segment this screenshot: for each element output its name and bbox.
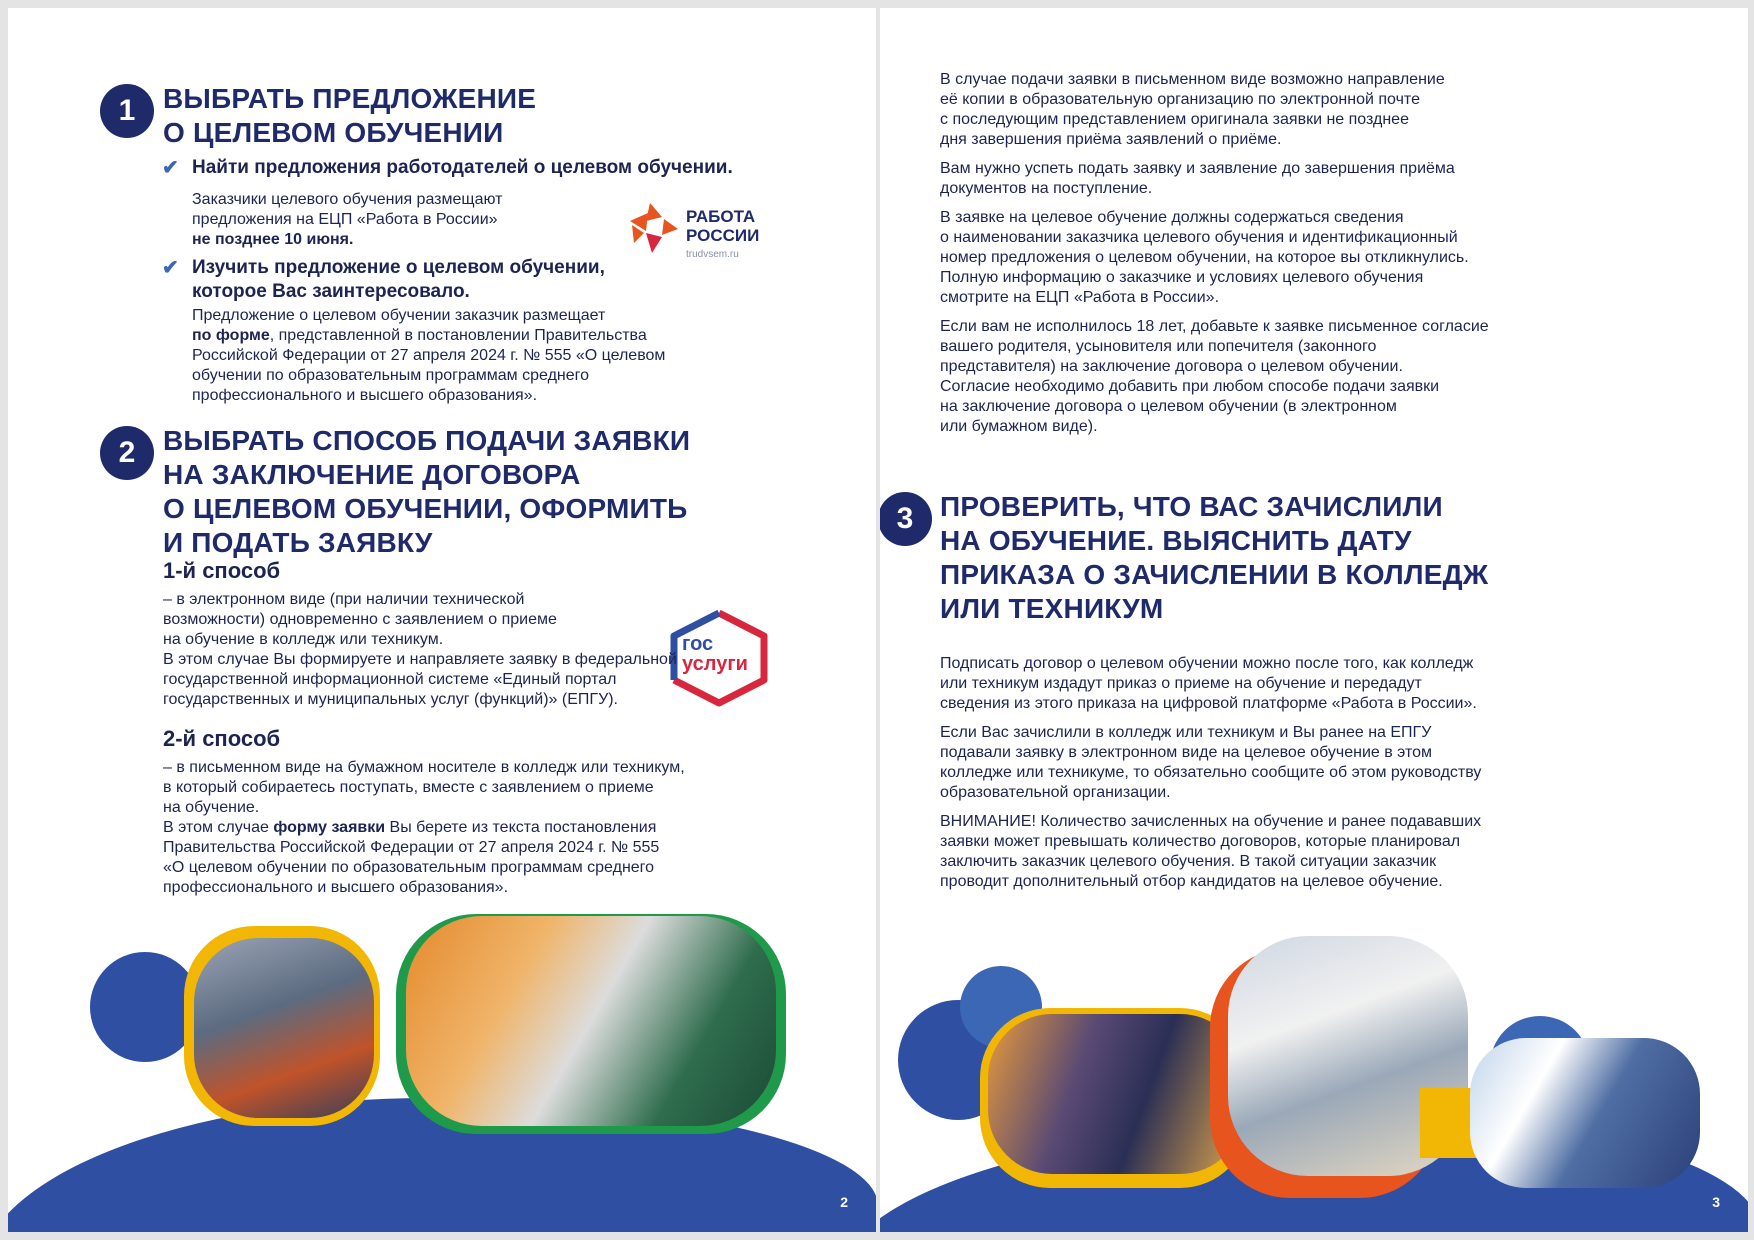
text-line: подавали заявку в электронном виде на целевое обучение в этом — [940, 744, 1433, 761]
photo-students — [988, 1014, 1244, 1174]
paragraph — [940, 208, 1540, 308]
text-line: Если вам не исполнилось 18 лет, добавьте к заявке письменное согласие — [940, 318, 1489, 335]
desc-line: – в электронном виде (при наличии технической — [163, 591, 525, 608]
method-2-title: 2-й способ — [163, 726, 281, 751]
step-1-item-1-desc — [192, 190, 592, 250]
text-line: колледже или техникуме, то обязательно сообщите об этом руководству — [940, 764, 1482, 781]
text-line: Если Вас зачислили в колледж или техникум и Вы ранее на ЕПГУ — [940, 724, 1432, 741]
text-line: Вам нужно успеть подать заявку и заявление до завершения приёма — [940, 160, 1455, 177]
text-line: о наименовании заказчика целевого обучения и идентификационный — [940, 229, 1458, 246]
text-line: Подписать договор о целевом обучении можно после того, как колледж — [940, 655, 1474, 672]
method-2-desc — [163, 758, 723, 818]
step-2-title-line: НА ЗАКЛЮЧЕНИЕ ДОГОВОРА — [163, 459, 581, 490]
desc-line: Заказчики целевого обучения размещают — [192, 191, 503, 208]
page-left — [8, 8, 876, 1232]
desc-line: обучении по образовательным программам среднего — [192, 367, 590, 384]
desc-line: государственных и муниципальных услуг (функций)» (ЕПГУ). — [163, 691, 618, 708]
method-1-title: 1-й способ — [163, 558, 281, 583]
step-3-number: 3 — [880, 492, 932, 546]
text-line: документов на поступление. — [940, 180, 1153, 197]
method-2-note — [163, 818, 723, 898]
text-line: её копии в образовательную организацию по электронной почте — [940, 91, 1420, 108]
text-line: номер предложения о целевом обучении, на которое вы откликнулись. — [940, 249, 1469, 266]
paragraph — [940, 70, 1540, 150]
item-line: которое Вас заинтересовало. — [192, 281, 470, 302]
deadline-text: не позднее 10 июня. — [192, 231, 354, 248]
rabota-rossii-logo — [630, 203, 770, 273]
step-3-title-line: НА ОБУЧЕНИЕ. ВЫЯСНИТЬ ДАТУ — [940, 525, 1412, 556]
text-line: Согласие необходимо добавить при любом способе подачи заявки — [940, 378, 1440, 395]
step-3-paragraphs — [940, 654, 1560, 901]
desc-line: – в письменном виде на бумажном носителе в колледж или техникум, — [163, 759, 685, 776]
text-line: сведения из этого приказа на цифровой платформе «Работа в России». — [940, 695, 1477, 712]
step-1-item-2 — [162, 256, 605, 304]
page-number: 2 — [840, 1194, 848, 1210]
method-1-note — [163, 650, 723, 710]
text-line: В случае подачи заявки в письменном виде возможно направление — [940, 71, 1445, 88]
check-icon: ✔ — [162, 157, 179, 179]
paragraph — [940, 159, 1540, 199]
step-1-title-line: О ЦЕЛЕВОМ ОБУЧЕНИИ — [163, 117, 504, 148]
step-2-title-line: О ЦЕЛЕВОМ ОБУЧЕНИИ, ОФОРМИТЬ — [163, 493, 688, 524]
step-2-title — [163, 424, 690, 560]
text-line: смотрите на ЕЦП «Работа в России». — [940, 289, 1220, 306]
text-line: заявки может превышать количество договоров, которые планировал — [940, 833, 1461, 850]
text-line: ВНИМАНИЕ! Количество зачисленных на обучение и ранее подававших — [940, 813, 1482, 830]
text-line: или бумажном виде). — [940, 418, 1098, 435]
photo-lab — [1470, 1038, 1700, 1188]
text-line: вашего родителя, усыновителя или попечителя (законного — [940, 338, 1377, 355]
logo-line: РАБОТА — [686, 207, 756, 226]
intro-paragraphs — [940, 70, 1540, 446]
photo-microscope — [406, 916, 776, 1126]
step-3-title-line: ИЛИ ТЕХНИКУМ — [940, 593, 1164, 624]
method-1-desc — [163, 590, 603, 650]
item-line: Изучить предложение о целевом обучении, — [192, 257, 605, 278]
text-line: проводит дополнительный отбор кандидатов на целевое обучение. — [940, 873, 1443, 890]
text-line: с последующим представлением оригинала заявки не позднее — [940, 111, 1409, 128]
desc-line: Правительства Российской Федерации от 27 апреля 2024 г. № 555 — [163, 839, 660, 856]
desc-line: профессионального и высшего образования». — [163, 879, 509, 896]
text-line: В заявке на целевое обучение должны содержаться сведения — [940, 209, 1404, 226]
paragraph — [940, 812, 1560, 892]
text-line: на заключение договора о целевом обучении (в электронном — [940, 398, 1397, 415]
check-icon: ✔ — [162, 257, 179, 279]
photo-welder — [194, 938, 374, 1118]
desc-line: Предложение о целевом обучении заказчик размещает — [192, 307, 606, 324]
step-1-item-2-desc — [192, 306, 712, 406]
step-3-title-line: ПРИКАЗА О ЗАЧИСЛЕНИИ В КОЛЛЕДЖ — [940, 559, 1489, 590]
step-1-item-1 — [162, 156, 733, 180]
paragraph — [940, 654, 1560, 714]
page-number: 3 — [1712, 1194, 1720, 1210]
paragraph — [940, 723, 1560, 803]
step-1-title — [163, 82, 536, 150]
text-line: или техникум издадут приказ о приеме на обучение и передадут — [940, 675, 1422, 692]
desc-line: на обучение в колледж или техникум. — [163, 631, 444, 648]
rabota-rossii-wordmark — [686, 207, 759, 245]
rabota-rossii-star-icon — [630, 203, 680, 259]
text-line: Полную информацию о заказчике и условиях целевого обучения — [940, 269, 1424, 286]
desc-line: «О целевом обучении по образовательным программам среднего — [163, 859, 655, 876]
step-1-title-line: ВЫБРАТЬ ПРЕДЛОЖЕНИЕ — [163, 83, 537, 114]
desc-line: Вы берете из текста постановления — [385, 819, 657, 836]
desc-line: профессионального и высшего образования». — [192, 387, 538, 404]
step-2-title-line: ВЫБРАТЬ СПОСОБ ПОДАЧИ ЗАЯВКИ — [163, 425, 691, 456]
step-1-item-1-text: Найти предложения работодателей о целевом обучении. — [192, 157, 733, 178]
step-3-title-line: ПРОВЕРИТЬ, ЧТО ВАС ЗАЧИСЛИЛИ — [940, 491, 1443, 522]
form-bold: по форме — [192, 327, 270, 344]
desc-line: В этом случае — [163, 819, 274, 836]
text-line: заключить заказчик целевого обучения. В такой ситуации заказчик — [940, 853, 1437, 870]
desc-line: на обучение. — [163, 799, 260, 816]
step-2-number: 2 — [100, 426, 154, 480]
text-line: образовательной организации. — [940, 784, 1171, 801]
page-right — [880, 8, 1748, 1232]
step-2-title-line: И ПОДАТЬ ЗАЯВКУ — [163, 527, 433, 558]
desc-line: в который собираетесь поступать, вместе с заявлением о приеме — [163, 779, 654, 796]
text-line: представителя) на заключение договора о целевом обучении. — [940, 358, 1403, 375]
desc-line: В этом случае Вы формируете и направляете заявку в федеральной — [163, 651, 677, 668]
text-line: дня завершения приёма заявлений о приёме. — [940, 131, 1282, 148]
desc-line: государственной информационной системе «Единый портал — [163, 671, 617, 688]
desc-line: Российской Федерации от 27 апреля 2024 г. № 555 «О целевом — [192, 347, 666, 364]
paragraph — [940, 317, 1540, 437]
step-3-title — [940, 490, 1488, 626]
step-1-number: 1 — [100, 84, 154, 138]
logo-url: trudvsem.ru — [686, 249, 739, 260]
logo-line: гос — [682, 633, 714, 655]
desc-line: , представленной в постановлении Правительства — [269, 327, 647, 344]
desc-line: возможности) одновременно с заявлением о приеме — [163, 611, 557, 628]
logo-line: услуги — [682, 653, 748, 675]
desc-line: предложения на ЕЦП «Работа в России» — [192, 211, 498, 228]
logo-line: РОССИИ — [686, 226, 760, 245]
form-bold: форму заявки — [273, 819, 386, 836]
